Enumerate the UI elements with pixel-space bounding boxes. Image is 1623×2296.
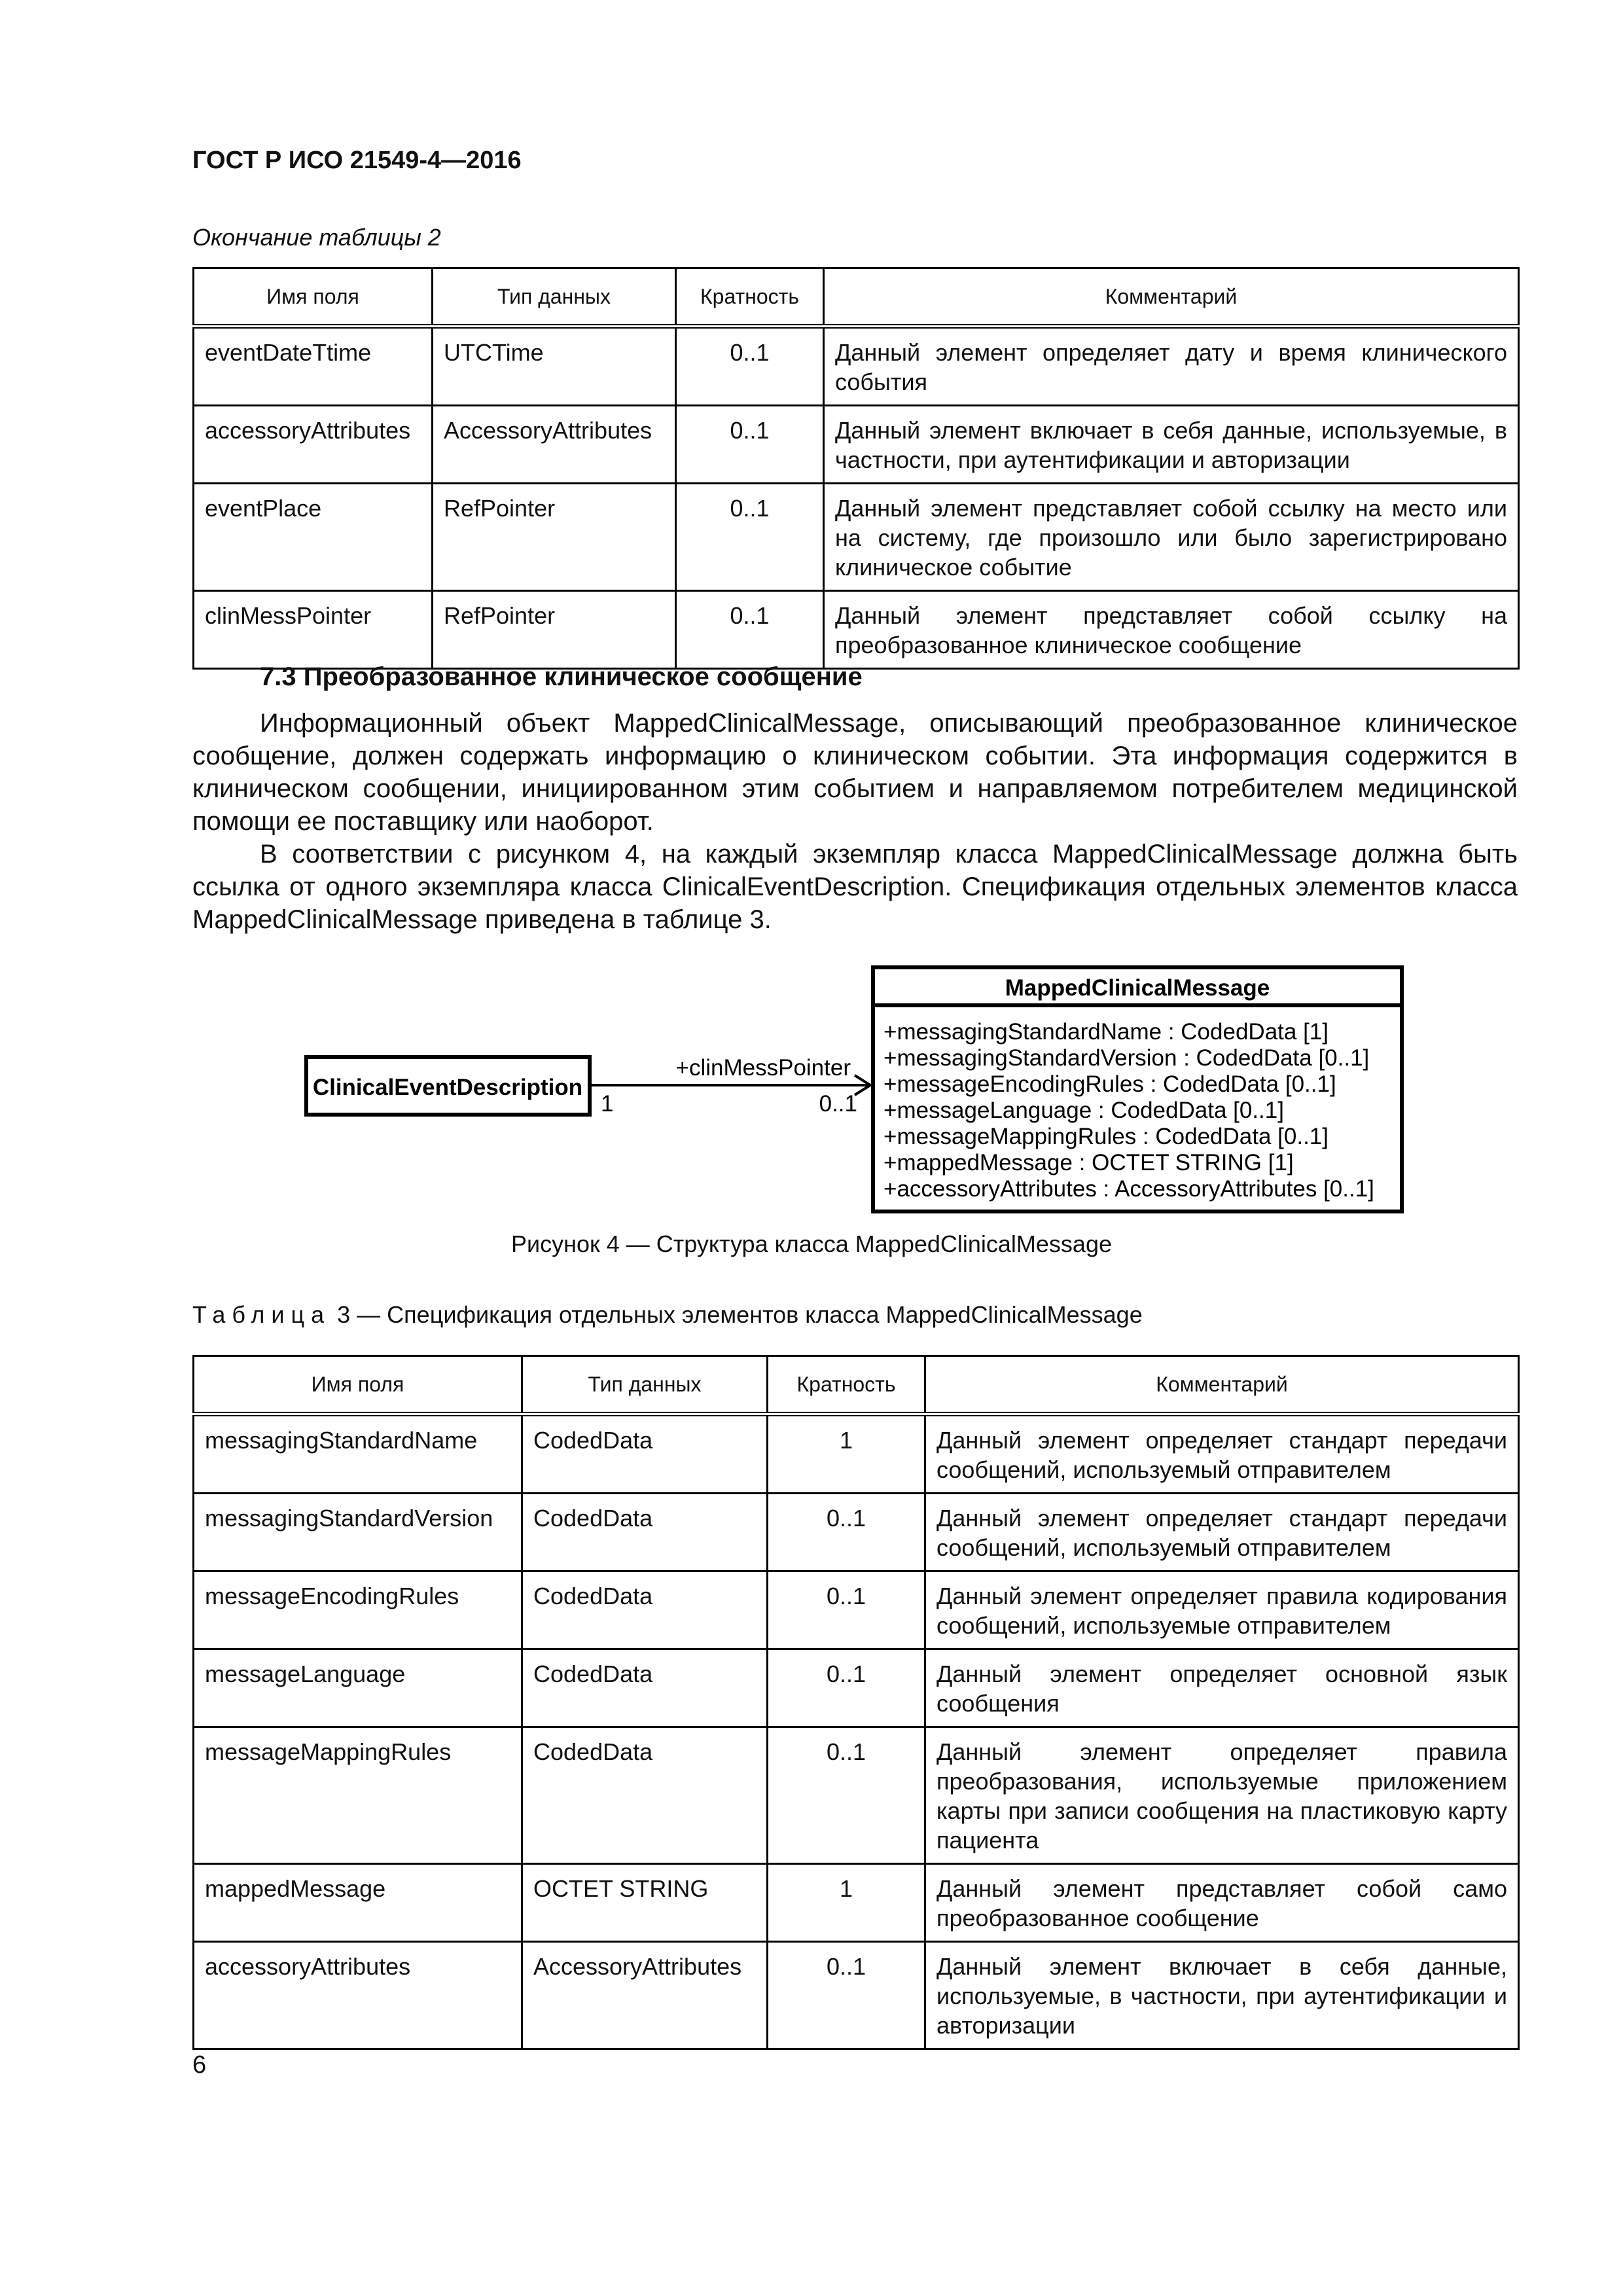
comment-cell: Данный элемент определяет правила преобразования, используемые приложением карты при записи сообщения на пластиковую карту пациента <box>925 1727 1519 1864</box>
comment-cell: Данный элемент определяет стандарт передачи сообщений, используемый отправителем <box>925 1494 1519 1571</box>
field-name-cell: accessoryAttributes <box>194 1942 522 2049</box>
comment-cell: Данный элемент определяет основной язык сообщения <box>925 1649 1519 1727</box>
multiplicity-cell: 0..1 <box>676 484 824 591</box>
source-class-box <box>306 1057 590 1115</box>
multiplicity-cell: 0..1 <box>768 1494 925 1571</box>
section-heading: 7.3 Преобразованное клиническое сообщение <box>260 662 863 691</box>
column-header: Комментарий <box>925 1356 1519 1414</box>
target-class-name: MappedClinicalMessage <box>1005 975 1270 1001</box>
multiplicity-cell: 0..1 <box>676 591 824 669</box>
data-type-cell: AccessoryAttributes <box>433 406 676 484</box>
table-header-row <box>194 268 1519 327</box>
field-name-cell: eventDateTtime <box>194 327 433 406</box>
table-row <box>194 1649 1519 1727</box>
data-type-cell: OCTET STRING <box>522 1864 768 1942</box>
data-type-cell: CodedData <box>522 1649 768 1727</box>
paragraph-text: В соответствии с рисунком 4, на каждый экземпляр класса MappedClinicalMessage должна быть ссылка от одного экземпляра класса ClinicalEventDescription. Спецификация отдельных элементов класса MappedClinicalMessage приведена в таблице 3. <box>192 840 1518 934</box>
column-header: Кратность <box>676 268 824 327</box>
column-header: Тип данных <box>433 268 676 327</box>
field-name-cell: messageLanguage <box>194 1649 522 1727</box>
class-attribute: +messageMappingRules : CodedData [0..1] <box>883 1124 1329 1149</box>
class-attribute: +accessoryAttributes : AccessoryAttributes [0..1] <box>883 1176 1374 1202</box>
comment-cell: Данный элемент определяет стандарт передачи сообщений, используемый отправителем <box>925 1414 1519 1494</box>
document-header: ГОСТ Р ИСО 21549-4—2016 <box>192 147 522 174</box>
source-multiplicity-label: 1 <box>601 1091 614 1117</box>
data-type-cell: CodedData <box>522 1414 768 1494</box>
column-header: Тип данных <box>522 1356 768 1414</box>
multiplicity-cell: 0..1 <box>676 327 824 406</box>
comment-cell: Данный элемент определяет дату и время клинического события <box>824 327 1519 406</box>
data-type-cell: CodedData <box>522 1571 768 1649</box>
comment-cell: Данный элемент включает в себя данные, используемые, в частности, при аутентификации и авторизации <box>925 1942 1519 2049</box>
field-name-cell: eventPlace <box>194 484 433 591</box>
comment-cell: Данный элемент представляет собой само преобразованное сообщение <box>925 1864 1519 1942</box>
table3-caption <box>192 1301 1143 1329</box>
field-name-cell: messagingStandardVersion <box>194 1494 522 1571</box>
table-row <box>194 484 1519 591</box>
table-row <box>194 1727 1519 1864</box>
table-row <box>194 327 1519 406</box>
field-name-cell: accessoryAttributes <box>194 406 433 484</box>
paragraph <box>192 838 1518 936</box>
table-row <box>194 1494 1519 1571</box>
multiplicity-cell: 0..1 <box>768 1649 925 1727</box>
column-header: Кратность <box>768 1356 925 1414</box>
comment-cell: Данный элемент представляет собой ссылку на место или на систему, где произошло или было зарегистрировано клиническое событие <box>824 484 1519 591</box>
page-number: 6 <box>192 2051 207 2079</box>
multiplicity-cell: 0..1 <box>768 1727 925 1864</box>
class-attribute: +messagingStandardName : CodedData [1] <box>883 1019 1329 1045</box>
table-3 <box>192 1355 1520 2050</box>
comment-cell: Данный элемент включает в себя данные, используемые, в частности, при аутентификации и авторизации <box>824 406 1519 484</box>
table-row <box>194 1571 1519 1649</box>
comment-cell: Данный элемент представляет собой ссылку на преобразованное клиническое сообщение <box>824 591 1519 669</box>
table-2 <box>192 267 1520 670</box>
table-row <box>194 406 1519 484</box>
target-multiplicity-label: 0..1 <box>819 1091 857 1117</box>
table-row <box>194 591 1519 669</box>
class-attribute: +messageEncodingRules : CodedData [0..1] <box>883 1071 1336 1097</box>
class-attribute: +messagingStandardVersion : CodedData [0..1] <box>883 1045 1370 1071</box>
multiplicity-cell: 0..1 <box>676 406 824 484</box>
source-class-name: ClinicalEventDescription <box>312 1075 583 1100</box>
paragraph <box>192 707 1518 838</box>
column-header: Комментарий <box>824 268 1519 327</box>
table3-caption-prefix: Таблица <box>192 1301 331 1328</box>
table-row <box>194 1414 1519 1494</box>
data-type-cell: UTCTime <box>433 327 676 406</box>
column-header: Имя поля <box>194 268 433 327</box>
table-row <box>194 1942 1519 2049</box>
field-name-cell: clinMessPointer <box>194 591 433 669</box>
uml-class-diagram <box>0 956 1623 1230</box>
target-class-box <box>873 967 1402 1211</box>
field-name-cell: mappedMessage <box>194 1864 522 1942</box>
figure-caption: Рисунок 4 — Структура класса MappedClinicalMessage <box>511 1230 1112 1257</box>
data-type-cell: RefPointer <box>433 591 676 669</box>
field-name-cell: messagingStandardName <box>194 1414 522 1494</box>
table-header-row <box>194 1356 1519 1414</box>
multiplicity-cell: 1 <box>768 1414 925 1494</box>
paragraph-text: Информационный объект MappedClinicalMessage, описывающий преобразованное клиническое сообщение, должен содержать информацию о клиническом событии. Эта информация содержится в клиническом сообщении, инициированном этим событием и направляемом потребителем медицинской помощи ее поставщику или наоборот. <box>192 709 1518 836</box>
multiplicity-cell: 0..1 <box>768 1942 925 2049</box>
multiplicity-cell: 1 <box>768 1864 925 1942</box>
table3-caption-text: 3 — Спецификация отдельных элементов класса MappedClinicalMessage <box>330 1301 1143 1328</box>
class-attribute: +mappedMessage : OCTET STRING [1] <box>883 1150 1294 1175</box>
multiplicity-cell: 0..1 <box>768 1571 925 1649</box>
comment-cell: Данный элемент определяет правила кодирования сообщений, используемые отправителем <box>925 1571 1519 1649</box>
table2-continuation-caption: Окончание таблицы 2 <box>192 224 441 251</box>
data-type-cell: CodedData <box>522 1727 768 1864</box>
data-type-cell: AccessoryAttributes <box>522 1942 768 2049</box>
field-name-cell: messageEncodingRules <box>194 1571 522 1649</box>
field-name-cell: messageMappingRules <box>194 1727 522 1864</box>
data-type-cell: CodedData <box>522 1494 768 1571</box>
data-type-cell: RefPointer <box>433 484 676 591</box>
class-attribute: +messageLanguage : CodedData [0..1] <box>883 1098 1284 1123</box>
column-header: Имя поля <box>194 1356 522 1414</box>
association-role-label: +clinMessPointer <box>675 1055 851 1081</box>
table-row <box>194 1864 1519 1942</box>
